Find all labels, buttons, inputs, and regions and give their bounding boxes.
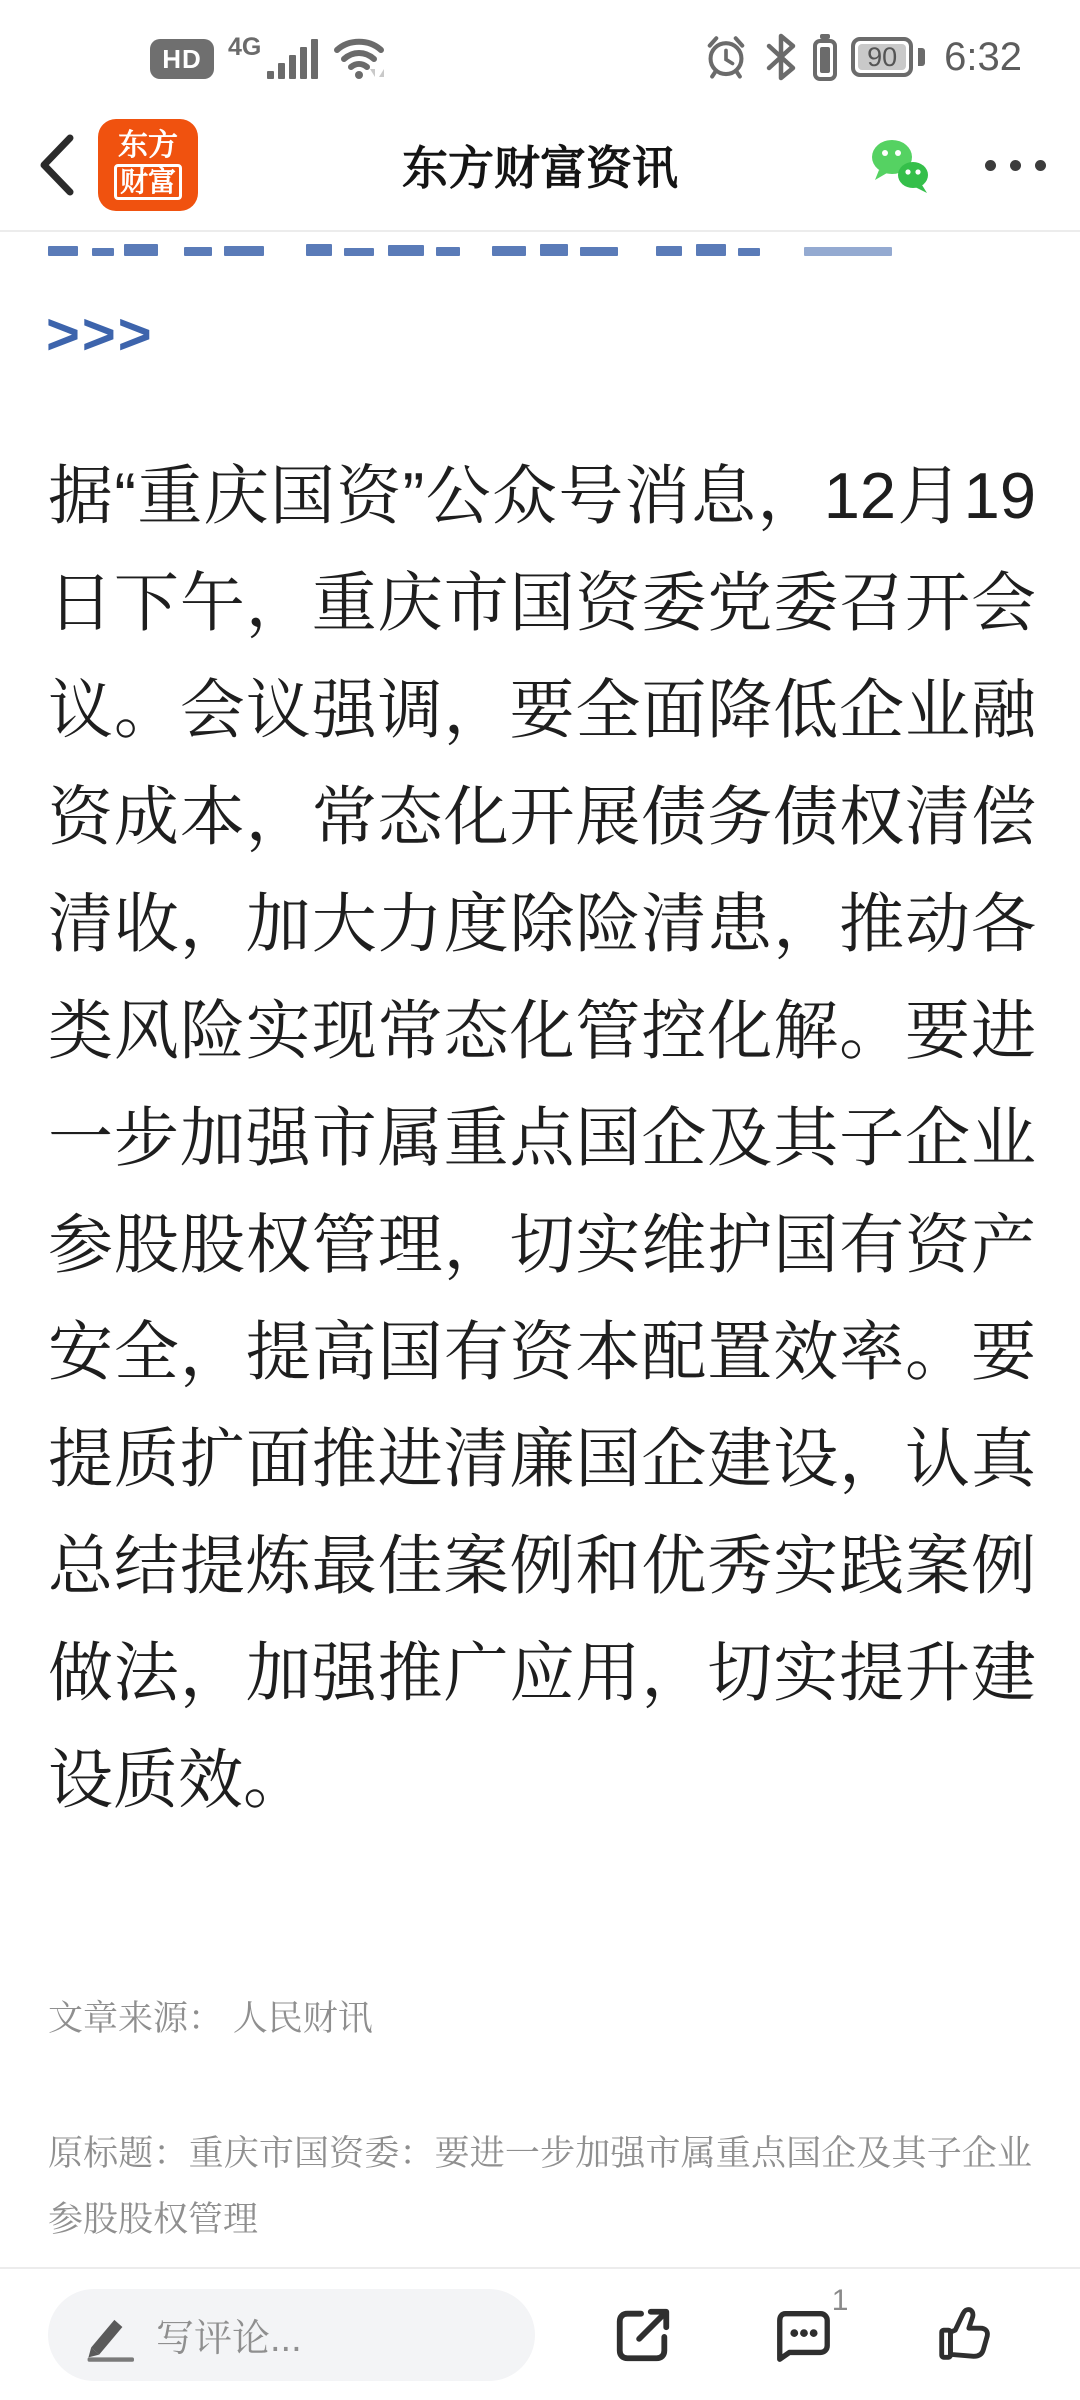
header-bar — [0, 100, 1080, 232]
logo-text-bottom: 财富 — [114, 164, 182, 200]
back-button[interactable] — [34, 125, 90, 205]
share-button[interactable] — [610, 2302, 676, 2368]
article-source: 文章来源： 人民财讯 — [48, 1999, 373, 2038]
status-bar — [0, 0, 1080, 100]
wechat-share-button[interactable] — [865, 132, 933, 198]
alarm-clock-icon — [700, 31, 752, 83]
comment-input[interactable] — [48, 2289, 535, 2381]
more-menu-button[interactable] — [985, 160, 1046, 171]
like-button[interactable] — [931, 2302, 997, 2368]
read-more-link[interactable]: >>> — [46, 302, 154, 367]
logo-text-top: 东方 — [118, 129, 178, 162]
clipped-text-remnant — [48, 234, 1034, 256]
pencil-icon — [84, 2307, 134, 2363]
article-content — [0, 234, 1080, 2253]
wifi-icon — [332, 33, 386, 79]
bottom-action-bar — [0, 2267, 1080, 2400]
clock-time: 6:32 — [944, 34, 1022, 79]
comment-placeholder: 写评论... — [156, 2318, 302, 2360]
chevron-left-icon — [34, 130, 78, 200]
status-right-group — [700, 31, 1022, 83]
comment-button[interactable] — [770, 2283, 849, 2368]
network-type-label: 4G — [228, 33, 262, 61]
comment-bubble-icon — [772, 2304, 834, 2366]
thumbs-up-icon — [933, 2304, 995, 2366]
status-left-group — [150, 35, 386, 79]
article-body-text: 据“重庆国资”公众号消息，12月19日下午，重庆市国资委党委召开会议。会议强调，要全面降低企业融资成本，常态化开展债务债权清偿清收，加大力度除险清患，推动各类风险实现常态化管控化解。要进一步加强市属重点国企及其子企业参股股权管理，切实维护国有资产安全，提高国有资本配置效率。要提质扩面推进清廉国企建设，认真总结提炼最佳案例和优秀实践案例做法，加强推广应用，切实提升建设质效。 — [48, 459, 1036, 1816]
battery-percent: 90 — [867, 41, 898, 72]
device-battery-icon — [812, 33, 838, 81]
hd-badge — [150, 39, 214, 79]
header-actions — [865, 132, 1046, 198]
bluetooth-icon — [765, 32, 799, 82]
share-icon — [612, 2304, 674, 2366]
battery-cap — [918, 48, 925, 66]
battery-icon — [851, 37, 913, 77]
cellular-signal — [228, 35, 318, 79]
signal-bars-icon — [267, 39, 318, 79]
comment-count-badge: 1 — [831, 2283, 849, 2317]
eastmoney-logo[interactable] — [98, 119, 198, 211]
page-title: 东方财富资讯 — [402, 142, 678, 194]
original-title: 原标题：重庆市国资委：要进一步加强市属重点国企及其子企业参股股权管理 — [48, 2134, 1032, 2239]
hd-badge-label: HD — [162, 43, 202, 74]
action-buttons — [535, 2283, 1080, 2368]
